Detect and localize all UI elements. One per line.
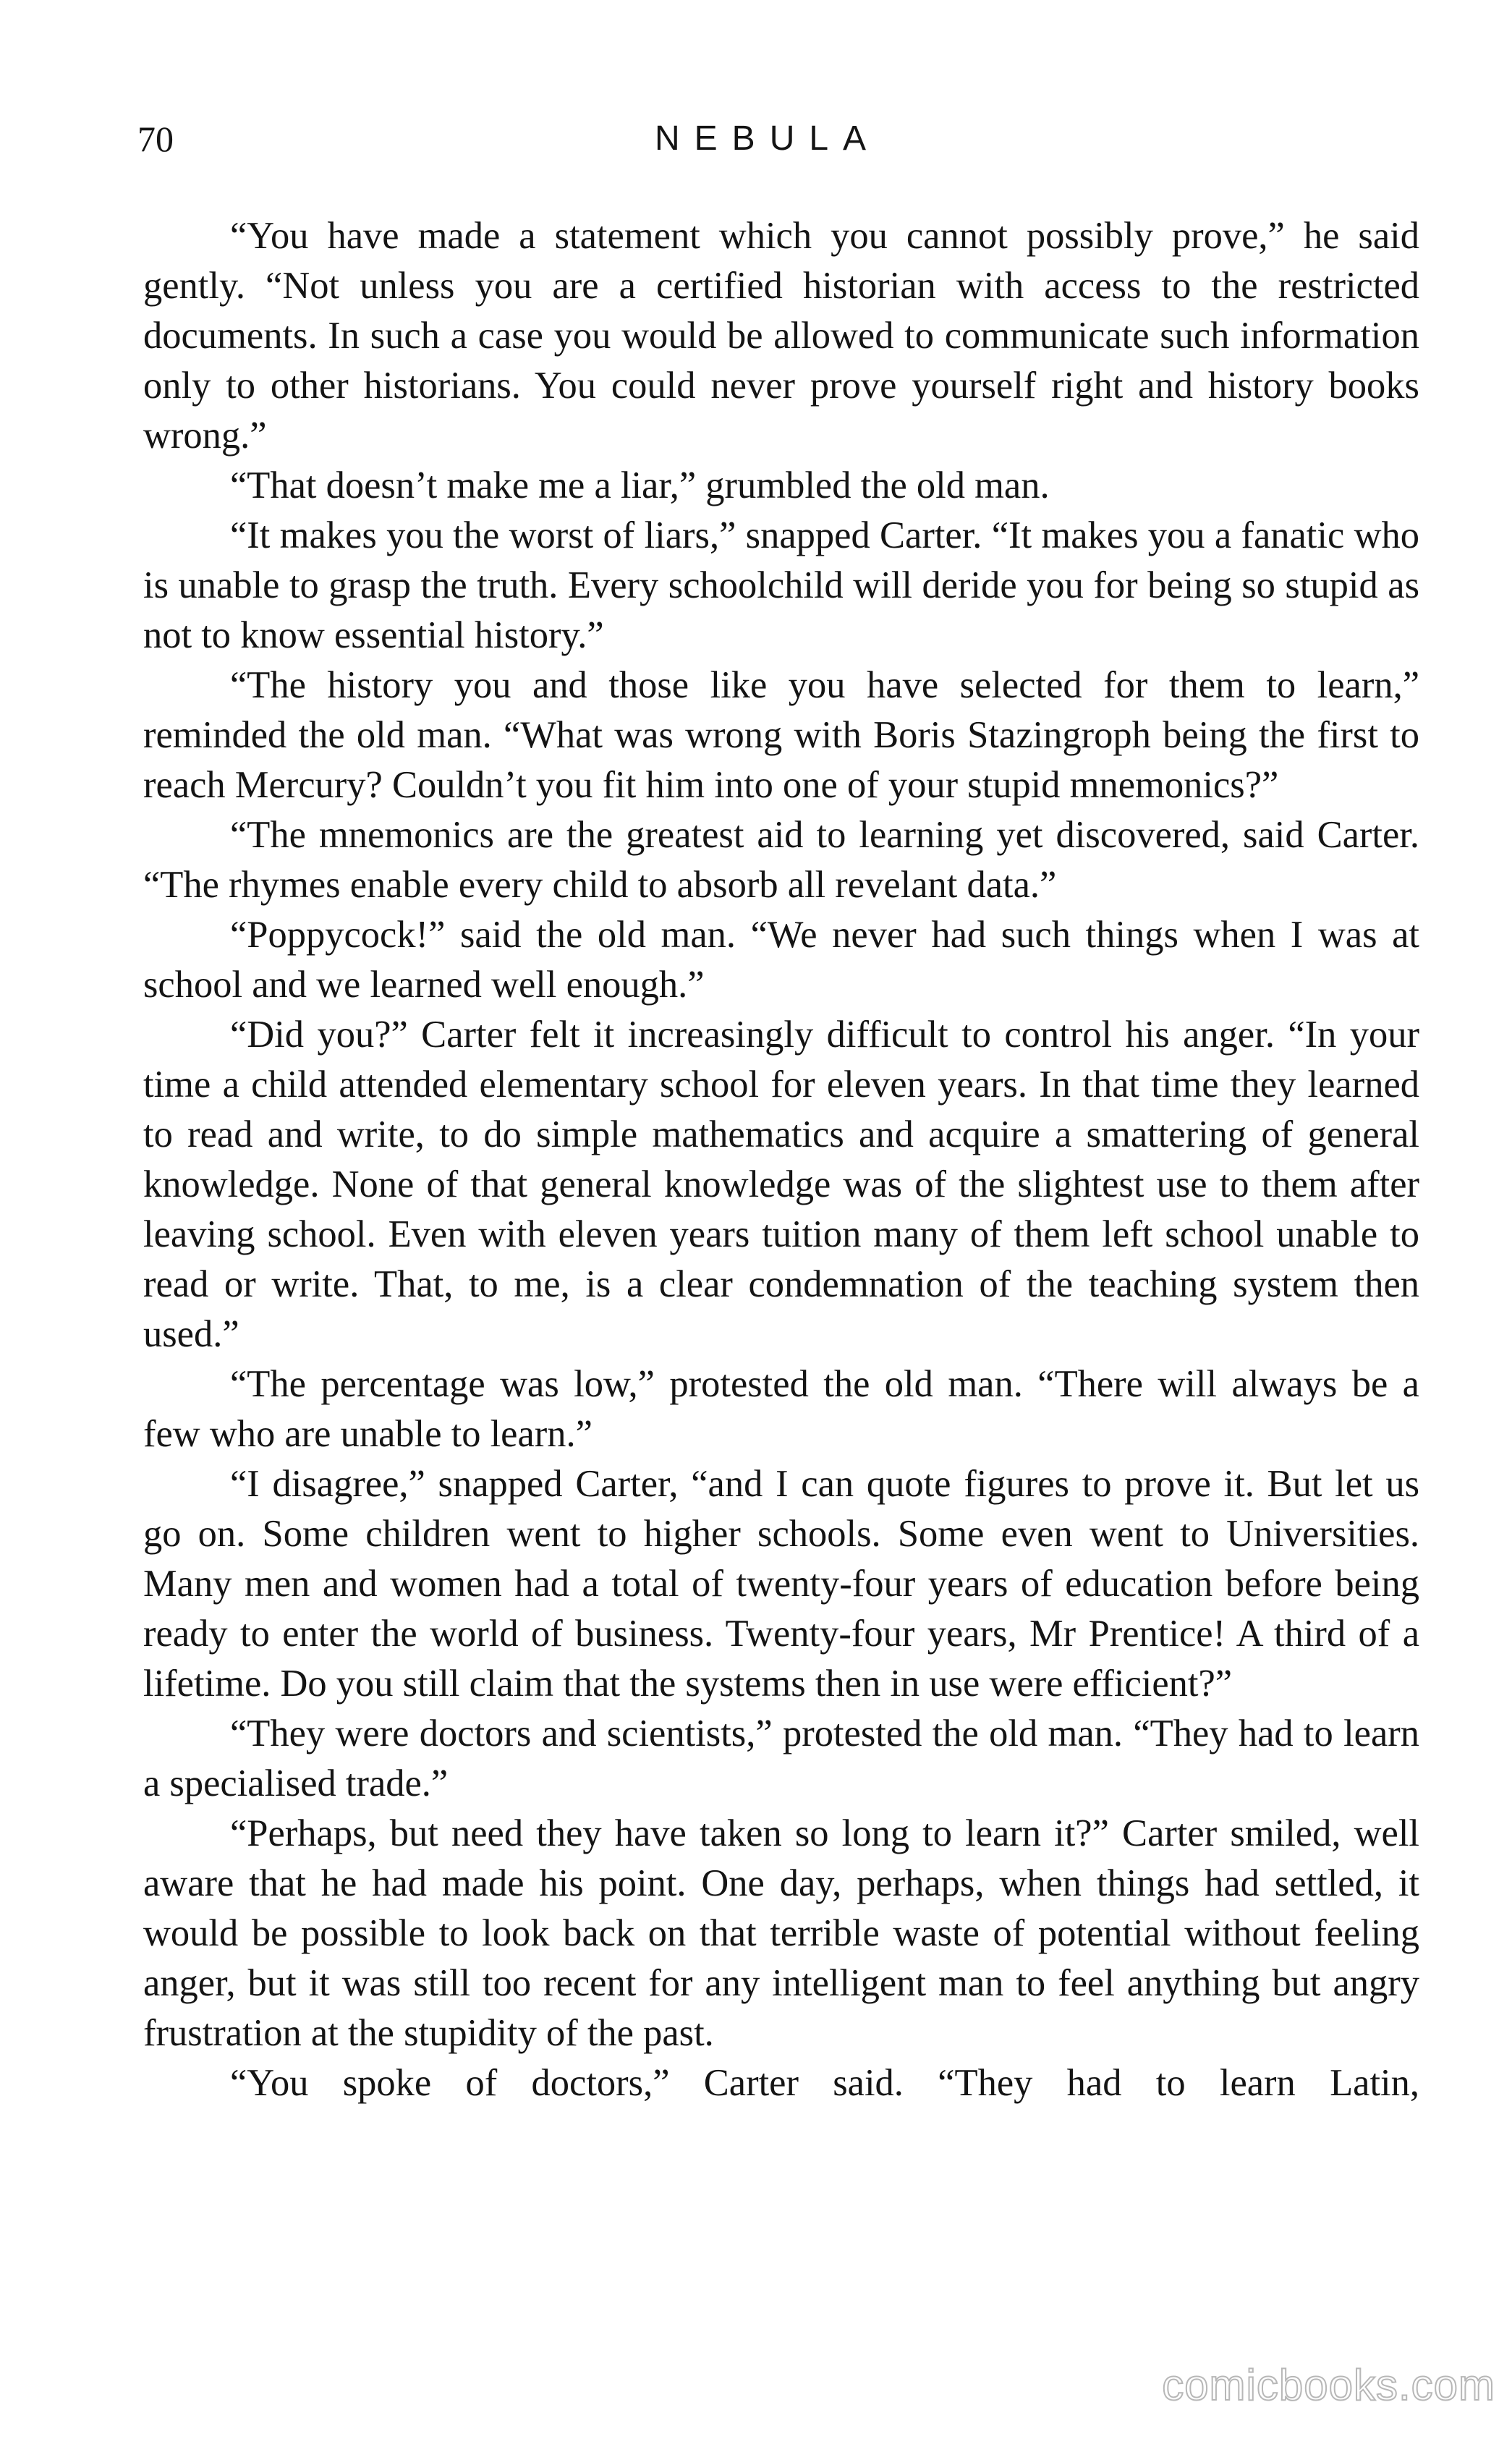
paragraph: “Poppycock!” said the old man. “We never had such things when I was at school and we learned well enough.” [143,914,1419,1006]
paragraph: “You spoke of doctors,” Carter said. “They had to learn Latin, [230,2062,1419,2104]
paragraph: “That doesn’t make me a liar,” grumbled the old man. [230,464,1050,506]
paragraph: “You have made a statement which you cannot possibly prove,” he said gently. “Not unless you are a certified historian with access to the restricted documents. In such a case you would be allowed to communicate such information only to other historians. You could never prove yourself right and history books wrong.” [143,215,1419,457]
paragraph: “The mnemonics are the greatest aid to learning yet discovered, said Carter. “The rhymes enable every child to absorb all revelant data.” [143,814,1419,906]
paragraph: “The history you and those like you have selected for them to learn,” reminded the old man. “What was wrong with Boris Stazingroph being the first to reach Mercury? Couldn’t you fit him into one of your stupid mnemonics?” [143,664,1419,806]
page-number: 70 [137,119,174,159]
paragraph: “I disagree,” snapped Carter, “and I can quote figures to prove it. But let us go on. Some children went to higher schools. Some even went to Universities. Many men and women had a total of twenty-four years of education before being ready to enter the world of business. Twenty-four years, Mr Prentice! A third of a lifetime. Do you still claim that the systems then in use were efficient?” [143,1463,1419,1705]
running-title: NEBULA [655,119,881,158]
paragraph: “Did you?” Carter felt it increasingly difficult to control his anger. “In your time a child attended elementary school for eleven years. In that time they learned to read and write, to do simple mathematics and acquire a smattering of general knowledge. None of that general knowledge was of the slightest use to them after leaving school. Even with eleven years tuition many of them left school unable to read or write. That, to me, is a clear condemnation of the teaching system then used.” [143,1014,1419,1355]
paragraph: “Perhaps, but need they have taken so long to learn it?” Carter smiled, well aware that he had made his point. One day, perhaps, when things had settled, it would be possible to look back on that terrible waste of potential without feeling anger, but it was still too recent for any intelligent man to feel anything but angry frustration at the stupidity of the past. [143,1812,1419,2054]
paragraph: “They were doctors and scientists,” protested the old man. “They had to learn a specialised trade.” [143,1713,1419,1804]
body-text [143,211,1419,2108]
paragraph: “It makes you the worst of liars,” snapped Carter. “It makes you a fanatic who is unable to grasp the truth. Every schoolchild will deride you for being so stupid as not to know essential history.” [143,514,1419,656]
paragraph: “The percentage was low,” protested the old man. “There will always be a few who are unable to learn.” [143,1363,1419,1455]
watermark: comicbooks.com [1162,2361,1495,2409]
